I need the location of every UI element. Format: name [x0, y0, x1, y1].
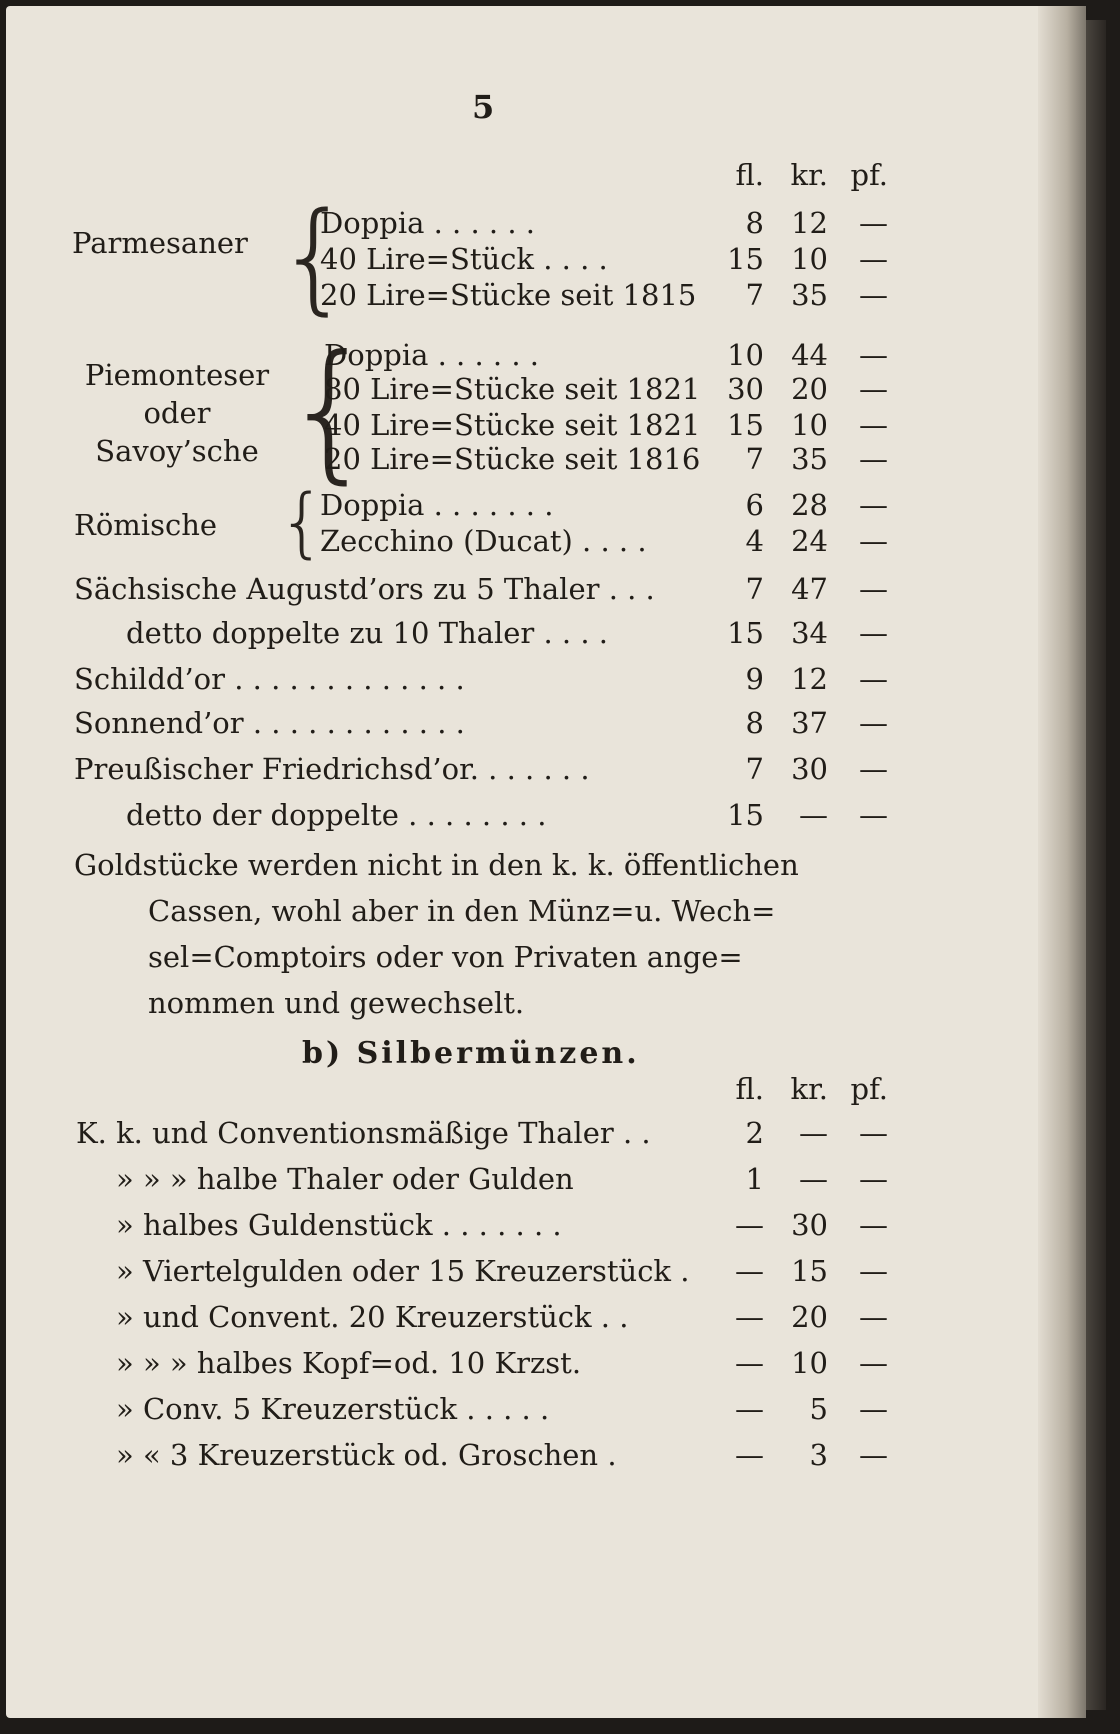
silver-row-text: » « 3 Kreuzerstück od. Groschen . [116, 1438, 617, 1472]
item-kr: 24 [791, 524, 828, 558]
gold-row-kr: 37 [791, 706, 828, 740]
silver-row-pf: — [859, 1208, 888, 1242]
silver-row-fl: — [735, 1438, 764, 1472]
silver-row-pf: — [859, 1162, 888, 1196]
gold-row-kr: — [799, 798, 828, 832]
group-label-line: Piemonteser [84, 358, 270, 392]
item-text: Doppia . . . . . . . [320, 488, 554, 522]
item-text: Doppia . . . . . . [320, 206, 536, 240]
gold-row-text: Schildd’or . . . . . . . . . . . . . [74, 662, 465, 696]
item-fl: 10 [727, 338, 764, 372]
item-kr: 28 [791, 488, 828, 522]
silver-row-text: K. k. und Conventionsmäßige Thaler . . [76, 1116, 651, 1150]
gold-row-text: Preußischer Friedrichsd’or. . . . . . . [74, 752, 590, 786]
gold-row-pf: — [859, 572, 888, 606]
silver-row-text: » » » halbes Kopf=od. 10 Krzst. [116, 1346, 582, 1380]
item-text: Doppia . . . . . . [324, 338, 540, 372]
page-gutter-shadow [1038, 6, 1086, 1718]
gold-row-text: detto doppelte zu 10 Thaler . . . . [126, 616, 608, 650]
gold-row-kr: 30 [791, 752, 828, 786]
gold-row-text: detto der doppelte . . . . . . . . [126, 798, 547, 832]
group-label-roemische: Römische [74, 508, 218, 542]
group-label-parmesaner: Parmesaner [72, 226, 248, 260]
item-text: Zecchino (Ducat) . . . . [320, 524, 647, 558]
gold-row-text: Sonnend’or . . . . . . . . . . . . [74, 706, 465, 740]
item-pf: — [859, 278, 888, 312]
item-kr: 20 [791, 372, 828, 406]
item-fl: 15 [727, 242, 764, 276]
book-page [6, 6, 1086, 1718]
gold-row-kr: 47 [791, 572, 828, 606]
item-pf: — [859, 442, 888, 476]
section-heading-silver: b) Silbermünzen. [302, 1036, 640, 1071]
gold-row-pf: — [859, 752, 888, 786]
gold-row-fl: 8 [745, 706, 764, 740]
item-fl: 7 [745, 278, 764, 312]
header-fl: fl. [735, 158, 764, 192]
silver-row-pf: — [859, 1346, 888, 1380]
silver-row-pf: — [859, 1392, 888, 1426]
silver-row-pf: — [859, 1116, 888, 1150]
item-text: 20 Lire=Stücke seit 1815 [320, 278, 697, 312]
item-text: 40 Lire=Stück . . . . [320, 242, 608, 276]
item-kr: 10 [791, 408, 828, 442]
silver-row-fl: — [735, 1346, 764, 1380]
silver-row-fl: — [735, 1254, 764, 1288]
gold-row-pf: — [859, 616, 888, 650]
silver-header-pf: pf. [850, 1072, 888, 1106]
gold-row-kr: 12 [791, 662, 828, 696]
item-text: 40 Lire=Stücke seit 1821 [324, 408, 701, 442]
silver-row-fl: — [735, 1300, 764, 1334]
note-line-1: Goldstücke werden nicht in den k. k. öffentlichen [74, 848, 799, 882]
silver-header-fl: fl. [735, 1072, 764, 1106]
silver-row-pf: — [859, 1254, 888, 1288]
silver-row-kr: 20 [791, 1300, 828, 1334]
gold-row-text: Sächsische Augustd’ors zu 5 Thaler . . . [74, 572, 655, 606]
silver-row-kr: 10 [791, 1346, 828, 1380]
silver-header-kr: kr. [790, 1072, 828, 1106]
item-pf: — [859, 488, 888, 522]
item-fl: 6 [745, 488, 764, 522]
gold-row-fl: 7 [745, 572, 764, 606]
gold-row-kr: 34 [791, 616, 828, 650]
silver-row-fl: 1 [745, 1162, 764, 1196]
item-kr: 44 [791, 338, 828, 372]
silver-row-kr: 5 [809, 1392, 828, 1426]
item-pf: — [859, 338, 888, 372]
note-line-3: sel=Comptoirs oder von Privaten ange= [148, 940, 743, 974]
silver-row-kr: 30 [791, 1208, 828, 1242]
item-pf: — [859, 524, 888, 558]
item-pf: — [859, 408, 888, 442]
group-label-piemonteser [84, 356, 270, 470]
gold-row-fl: 15 [727, 798, 764, 832]
item-fl: 15 [727, 408, 764, 442]
silver-row-text: » Viertelgulden oder 15 Kreuzerstück . [116, 1254, 690, 1288]
header-kr: kr. [790, 158, 828, 192]
item-pf: — [859, 242, 888, 276]
item-fl: 4 [745, 524, 764, 558]
item-fl: 7 [745, 442, 764, 476]
note-line-4: nommen und gewechselt. [148, 986, 525, 1020]
silver-row-text: » » » halbe Thaler oder Gulden [116, 1162, 574, 1196]
silver-row-pf: — [859, 1300, 888, 1334]
gold-row-fl: 15 [727, 616, 764, 650]
item-kr: 35 [791, 278, 828, 312]
brace-roemische: { [278, 477, 327, 566]
note-line-2: Cassen, wohl aber in den Münz=u. Wech= [148, 894, 776, 928]
item-text: 80 Lire=Stücke seit 1821 [324, 372, 701, 406]
item-fl: 30 [727, 372, 764, 406]
silver-row-kr: — [799, 1116, 828, 1150]
silver-row-kr: 3 [809, 1438, 828, 1472]
brace-piemonteser: { [282, 324, 378, 498]
silver-row-fl: 2 [745, 1116, 764, 1150]
silver-row-text: » halbes Guldenstück . . . . . . . [116, 1208, 562, 1242]
group-label-line: Savoy’sche [95, 434, 259, 468]
item-kr: 10 [791, 242, 828, 276]
item-fl: 8 [745, 206, 764, 240]
silver-row-text: » Conv. 5 Kreuzerstück . . . . . [116, 1392, 550, 1426]
silver-row-fl: — [735, 1392, 764, 1426]
group-label-line: oder [143, 396, 211, 430]
page-number: 5 [472, 88, 495, 126]
book-edge [1086, 20, 1106, 1710]
item-pf: — [859, 206, 888, 240]
gold-row-pf: — [859, 662, 888, 696]
gold-row-pf: — [859, 706, 888, 740]
gold-row-pf: — [859, 798, 888, 832]
item-kr: 12 [791, 206, 828, 240]
brace-parmesaner: { [276, 188, 353, 327]
gold-row-fl: 9 [745, 662, 764, 696]
item-text: 20 Lire=Stücke seit 1816 [324, 442, 701, 476]
header-pf: pf. [850, 158, 888, 192]
silver-row-fl: — [735, 1208, 764, 1242]
silver-row-kr: — [799, 1162, 828, 1196]
silver-row-kr: 15 [791, 1254, 828, 1288]
item-kr: 35 [791, 442, 828, 476]
silver-row-pf: — [859, 1438, 888, 1472]
gold-row-fl: 7 [745, 752, 764, 786]
item-pf: — [859, 372, 888, 406]
silver-row-text: » und Convent. 20 Kreuzerstück . . [116, 1300, 629, 1334]
